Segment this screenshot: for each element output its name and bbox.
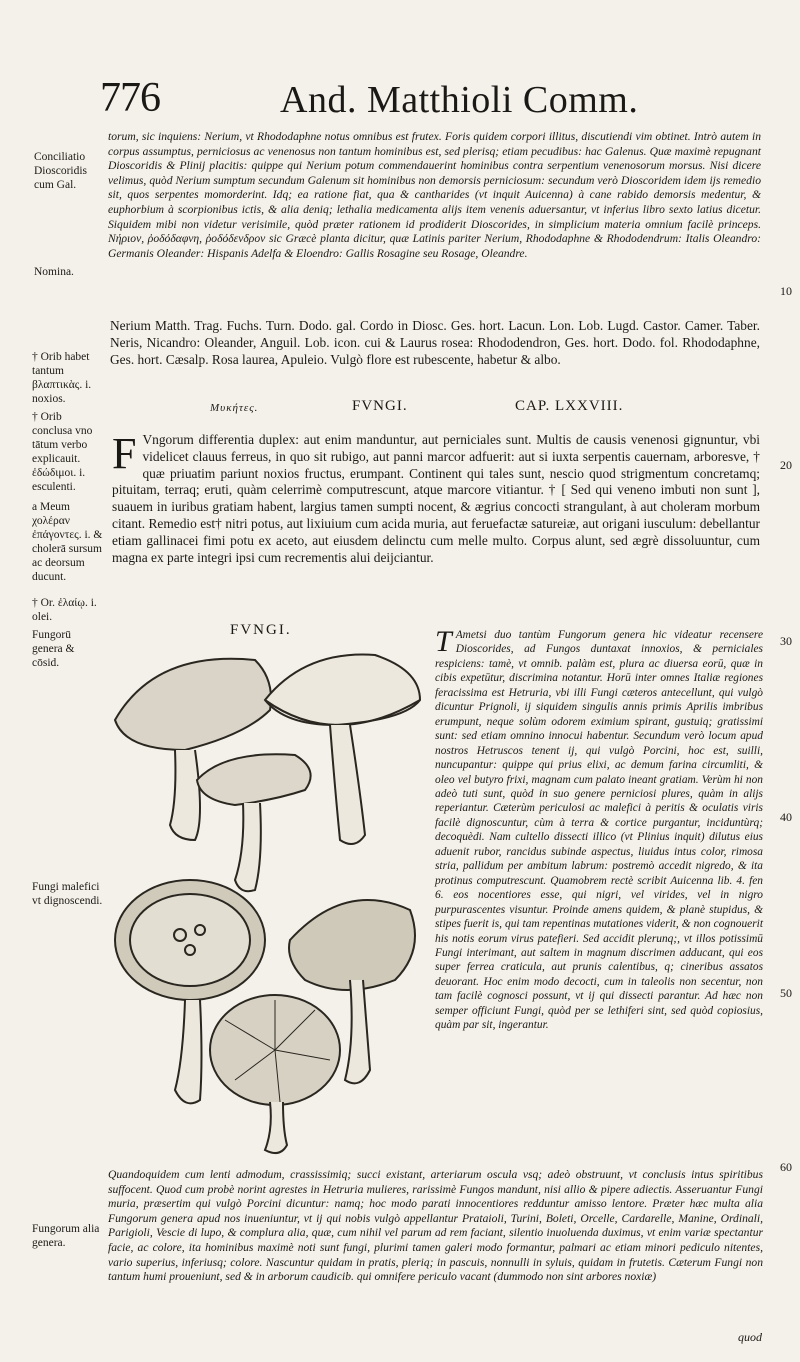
line-number: 60 bbox=[780, 1160, 792, 1174]
margin-note-orib-1: † Orib habet tantum βλαπτικὰς. i. noxios. bbox=[32, 351, 92, 405]
dioscorides-text bbox=[112, 429, 760, 566]
line-number: 20 bbox=[780, 458, 792, 472]
page-number: 776 bbox=[100, 75, 160, 121]
margin-note-fungorum-alia: Fungorum alia genera. bbox=[32, 1223, 100, 1249]
margin-note-fungorum-genera: Fungorū genera & cōsid. bbox=[32, 629, 75, 669]
catchword: quod bbox=[738, 1330, 762, 1344]
margin-note-fungi-malefici: Fungi malefici vt dignoscendi. bbox=[32, 881, 103, 907]
chapter-greek: Μυκήτες. bbox=[210, 402, 259, 414]
margin-note-orib-2: † Orib conclusa vno tātum verbo explicauit. ἐδώδιμοι. i. esculenti. bbox=[32, 411, 93, 493]
line-number: 30 bbox=[780, 634, 792, 648]
dioscorides-body: Vngorum differentia duplex: aut enim manduntur, aut perniciales sunt. Multis de causis venenosi gignuntur, vbi videlicet clauus ferreus, in quo sit rubigo, aut panni marcor adfuerit: aut si iuxta serpentis cauernam, arboresve, † quæ priuatim pariunt noxios fructus, erumpant. Continent qui tales sunt, nescio quod strigmentum concretamq; pituitam, terraq; eruti, quàm celerrimè computrescunt, atque marcore vitiantur. † [ Sed qui veneno imbuti non sunt ], suauem in iuribus gratiam habent, largius tamen sumpti nocent, & ægrius concocti strangulant, à aut choleram morbum citant. Remedio est† nitri potus, aut lixiuium cum acida muria, aut feruefactæ satureiæ, aut origani iusculum: debellantur etiam gallinacei fimi potu ex aceto, aut eiusdem delinctu cum melle multo. Corpus alunt, sed ægrè dissoluuntur, cum magna ex parte integri ipsi cum recrementis alui deijciantur. bbox=[112, 432, 760, 565]
figure-title: FVNGI. bbox=[230, 622, 292, 638]
intro-paragraph: torum, sic inquiens: Nerium, vt Rhododaphne notus omnibus est frutex. Foris quidem corpori illitus, discutiendi vim obtinet. Intrò autem in corpus assumptus, perniciosus ac venenosus non tantum hominibus est, sed plerisq; etiam pecudibus: hac Galenus. Quæ maximè repugnant Dioscoridis & Plinij placitis: quippe qui Nerium potum commendauerint hominibus contra serpentium venenosorum morsus. Nisi dicere velimus, quòd Nerium sumptum secundum Galenum sit hominibus non demorsis perniciosum: secundum verò Dioscoridem idem ijs remedio sit, quos serpentes momorderint. Idq; ea ratione fiat, qua & cantharides (vt inquit Auicenna) à cane rabido demorsis medentur, & euphorbium à scorpionibus ictis, & alia deniq; lethalia medicamenta alijs item venenis aduersantur, vt inferius libro sexto latius dicetur. Siquidem mibi non videtur verisimile, quòd præter rationem id prodiderit Dioscorides, in simplicium materia omnium facilè princeps. Νήριον, ῥοδόδαφνη, ῥοδόδενδρον sic Græcè planta dicitur, quæ Latinis pariter Nerium, Rhododaphne & Rhododendrum: Italis Oleandro: Germanis Oleander: Hispanis Adelfa & Eloendro: Gallis Rosagine seu Rosage, Oleandre. bbox=[108, 130, 761, 260]
commentary-column bbox=[435, 625, 763, 1033]
synonyms-paragraph: Nerium Matth. Trag. Fuchs. Turn. Dodo. gal. Cordo in Diosc. Ges. hort. Lacun. Lon. Lob. Lugd. Castor. Camer. Taber. Neris, Nicandro: Oleander, Anguil. Lob. icon. cui & Laurus rosea: Rhododendron, Ges. hort. Dodo. fol. Rhododaphne, Ges. hort. Cæsalp. Rosa laurea, Apuleio. Vulgò flore est rubescente, habetur & albo. bbox=[110, 318, 760, 367]
margin-note-or: † Or. ἐλαίῳ. i. olei. bbox=[32, 597, 97, 623]
mushroom-woodcut-illustration bbox=[105, 640, 425, 1160]
drop-cap-f: F bbox=[112, 429, 137, 478]
running-head: And. Matthioli Comm. bbox=[280, 79, 639, 121]
margin-note-nomina: Nomina. bbox=[34, 266, 74, 278]
line-number: 40 bbox=[780, 810, 792, 824]
margin-note-conciliatio: Conciliatio Dioscoridis cum Gal. bbox=[34, 151, 88, 191]
commentary-body: Ametsi duo tantùm Fungorum genera hic videatur recensere Dioscorides, ad Fungos duntaxat innoxios, & perniciales respiciens: tamè, vt omnib. palàm est, plura ac diuersa eorū, quæ in cibis expetūtur, discrimina notantur. Horū inter omnes Italiæ regiones feracissima est Hetruria, vbi illi Fungi cæteros antecellunt, qui vulgò dicuntur Prignoli, ij siquidem singulis annis primis Aprilis imbribus erumpunt, neque solùm odorem eximium spirant, gustuiq; gratissimi sunt: sed etiam omnino innocui habentur. Secundum verò locum apud nostros Hetruscos tenent ij, qui vulgò Porcini, hoc est, suilli, nuncupantur: quippe qui prius elixi, ac demum farina circumliti, & oleo vel butyro frixi, magnam cum palato ineant gratiam. Verùm hi non adeò tuti sunt, quòd in suo genere perniciosi plures, quàm in alijs reperiantur. Cæterùm periculosi ac malefici à peritis & oculatis viris facilè dignoscuntur, cùm à terra & cortice purgantur, inciduntùrq; decoquèdi. Nam cultello dissecti illico (vt Plinius inquit) dilutus eius aduenit rubor, rancidus subinde aspectus, liuidus intus color, rimosa stria, pallidum per ambitum labrum: postremò accedit nigredo, & ita protinus computrescunt. Quamobrem rectè scribit Auicenna lib. 4. fen 6. eos nocentiores esse, qui nigri, vel virides, vel in nigro purpurascentes visuntur. Proinde amens quidem, & planè stupidus, & stipes fuerit is, qui tam repentinas mutationes viderit, & non cognouerit his notis eorum virus patefieri. Sed accidit plerunq;, vt illos potissimū Fungi interimant, aut saltem in magnum discrimen adducant, qui eos super ferrea craticula, aut prunis calentibus, q; cineribus assatos deuorant. Hoc enim modo decocti, cum in taleolis non secentur, non tam facilè cognosci possunt, vt ij qui dissecti parantur. Ad hæc non semper officiunt Fungi, quòd per se lethiferi sint, sed quòd copiosius, quàm par sit, ingerantur. bbox=[435, 629, 763, 1032]
chapter-title: FVNGI. bbox=[352, 398, 408, 414]
line-number: 10 bbox=[780, 284, 792, 298]
drop-cap-t: T bbox=[435, 625, 452, 658]
line-number: 50 bbox=[780, 986, 792, 1000]
chapter-number: CAP. LXXVIII. bbox=[515, 398, 624, 414]
final-paragraph: Quandoquidem cum lenti admodum, crassissimiq; succi existant, arteriarum oscula vsq; adeò obstruunt, vt conclusis intus spiritibus suffocent. Quod cum probè norint agrestes in Hetruria mulieres, rarissimè Fungos mandunt, nisi allio & pipere adiectis. Asseruantur Fungi muria, præsertim qui vulgò Porcini dicuntur: namq; hoc modo parati innocentiores redduntur amisso lentore. Præter hæc multa alia Fungorum genera apud nos inueniuntur, vt ij qui nobis vulgò appellantur Prataioli, Turini, Boleti, Orcelle, Cardarelle, Manine, Ordinali, Parigioli, Vescie di lupo, & complura alia, quæ, cum nihil vel parum ad rem faciant, silentio inuoluenda duximus, vt enim variæ spectantur facie, ac colore, ita hominibus maximè noti sunt fungi, plurimi tamen galeri modo formantur, palmari ac etiam minori pediculo nitentes, vario superius, inferiusq; colore. Nascuntur quidam in pratis, plerią; in pascuis, nonnulli in syluis, quidam in frutetis. Cæterum Fungi non tantum humi proueniunt, sed & in arborum caudicib. qui omnifere periculo vacant (dummodo non sint arbores noxiæ) bbox=[108, 1168, 763, 1284]
margin-note-meum: a Meum χολέραν ἐπάγοντες. i. & cholerā sursum ac deorsum ducunt. bbox=[32, 501, 103, 583]
